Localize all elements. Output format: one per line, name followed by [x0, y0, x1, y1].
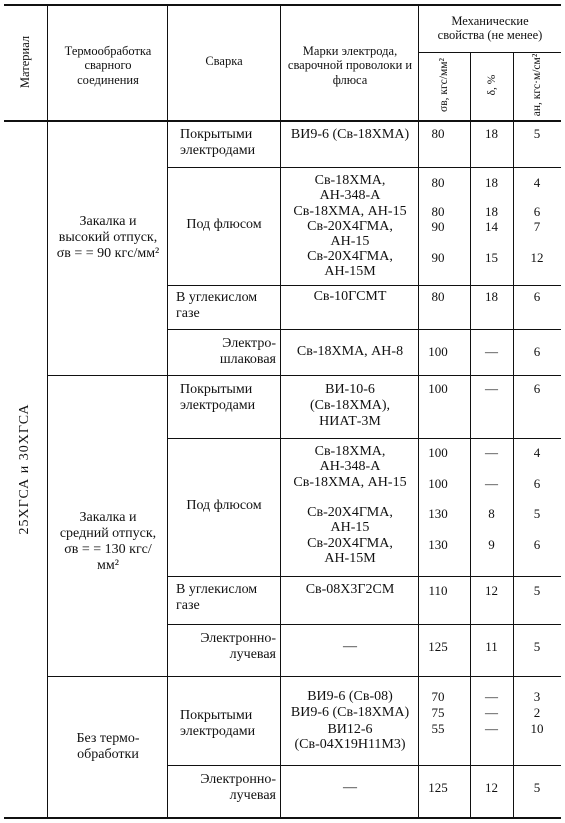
col-line: [280, 4, 281, 819]
an-value: 5: [533, 639, 541, 654]
header-sigma-b: σв, кгс/мм²: [438, 58, 450, 112]
group-divider: [47, 375, 561, 376]
delta-value: —: [485, 344, 498, 359]
electrode-brand: Св-18ХМА, АН-348-А: [314, 444, 386, 475]
sigma-value: 70: [431, 689, 445, 704]
an-value: 2: [533, 705, 541, 720]
electrode-brand: Св-20Х4ГМА, АН-15: [307, 505, 393, 536]
sigma-value: 80: [431, 289, 445, 304]
sigma-value: 90: [431, 250, 445, 265]
delta-value: 18: [485, 175, 498, 190]
electrode-brand: ВИ9-6 (Св-18ХМА): [290, 127, 410, 142]
delta-value: 11: [485, 639, 498, 654]
sigma-value: 55: [431, 721, 445, 736]
electrode-brand: —: [343, 639, 357, 654]
delta-value: 18: [485, 204, 498, 219]
electrode-brand: ВИ9-6 (Св-08): [307, 689, 393, 704]
delta-value: 15: [485, 250, 498, 265]
sigma-value: 100: [428, 344, 448, 359]
heat-treatment-2: Закалка и средний отпуск, σв = = 130 кгс/мм²: [59, 510, 157, 574]
header-mech-props: Механические свойства (не менее): [437, 14, 543, 43]
an-value: 12: [530, 250, 544, 265]
header-delta: δ, %: [486, 74, 498, 96]
delta-value: —: [485, 445, 498, 460]
an-value: 5: [533, 583, 541, 598]
an-value: 6: [533, 381, 541, 396]
table-top-border: [4, 4, 561, 6]
electrode-brand: Св-20Х4ГМА, АН-15: [307, 219, 393, 250]
an-value: 7: [533, 219, 541, 234]
delta-value: 14: [485, 219, 498, 234]
delta-value: —: [485, 721, 498, 736]
heat-treatment-1: Закалка и высокий отпуск, σв = = 90 кгс/мм²: [56, 214, 160, 262]
header-welding: Сварка: [205, 54, 243, 68]
delta-value: —: [485, 705, 498, 720]
an-value: 6: [533, 476, 541, 491]
an-value: 6: [533, 204, 541, 219]
electrode-brand: Св-20Х4ГМА, АН-15М: [307, 249, 393, 280]
row-divider: [167, 329, 561, 330]
delta-value: 8: [488, 506, 495, 521]
weld-type: Покрытыми электродами: [180, 708, 256, 740]
delta-value: 9: [488, 537, 495, 552]
delta-value: 18: [485, 289, 498, 304]
weld-type: Электронно-лучевая: [200, 631, 276, 663]
heat-treatment-3: Без термо-обработки: [76, 731, 140, 763]
row-divider: [167, 167, 561, 168]
weld-type: Под флюсом: [186, 217, 262, 232]
electrode-brand: Св-18ХМА, АН-15: [293, 204, 407, 219]
row-divider: [167, 438, 561, 439]
electrode-brand: Св-08Х3Г2СМ: [305, 582, 395, 597]
electrode-brand: Св-18ХМА, АН-348-А: [314, 173, 386, 204]
sigma-value: 125: [428, 639, 448, 654]
delta-value: 12: [485, 780, 498, 795]
an-value: 3: [533, 689, 541, 704]
delta-value: —: [485, 476, 498, 491]
row-divider: [167, 765, 561, 766]
weld-type: Покрытыми электродами: [180, 382, 256, 414]
sigma-value: 110: [428, 583, 448, 598]
sigma-value: 130: [428, 537, 448, 552]
sigma-value: 100: [428, 381, 448, 396]
sigma-value: 125: [428, 780, 448, 795]
header-bottom-line: [4, 120, 561, 122]
weld-type: В углекислом газе: [176, 290, 258, 322]
an-value: 6: [533, 344, 541, 359]
an-value: 6: [533, 537, 541, 552]
material-label: 25ХГСА и 30ХГСА: [17, 403, 32, 535]
weld-type: Покрытыми электродами: [180, 127, 256, 159]
header-heat-treatment: Термообработка сварного соединения: [64, 44, 152, 87]
row-divider: [167, 624, 561, 625]
col-line: [167, 4, 168, 819]
header-electrode-brands: Марки электрода, сварочной проволоки и флюса: [287, 44, 413, 87]
header-material: Материал: [18, 35, 32, 89]
an-value: 10: [530, 721, 544, 736]
delta-value: 12: [485, 583, 498, 598]
sigma-value: 80: [431, 175, 445, 190]
delta-value: 18: [485, 126, 498, 141]
an-value: 6: [533, 289, 541, 304]
delta-value: —: [485, 689, 498, 704]
an-value: 4: [533, 175, 541, 190]
electrode-brand: Св-18ХМА, АН-15: [293, 475, 407, 490]
electrode-brand: ВИ9-6 (Св-18ХМА): [290, 705, 410, 720]
electrode-brand: Св-10ГСМТ: [313, 289, 387, 304]
electrode-brand: —: [343, 780, 357, 795]
row-divider: [167, 285, 561, 286]
table-bottom-border: [4, 817, 561, 819]
delta-value: —: [485, 381, 498, 396]
sigma-value: 100: [428, 476, 448, 491]
an-value: 4: [533, 445, 541, 460]
weld-type: Под флюсом: [186, 498, 262, 513]
group-divider: [47, 676, 561, 677]
electrode-brand: Св-20Х4ГМА, АН-15М: [307, 536, 393, 567]
col-line: [47, 4, 48, 819]
weld-type: Электронно-лучевая: [200, 772, 276, 804]
an-value: 5: [533, 126, 541, 141]
weld-type: В углекислом газе: [176, 582, 258, 614]
header-a-n: aн, кгс·м/см²: [531, 53, 543, 117]
sigma-value: 100: [428, 445, 448, 460]
electrode-brand: Св-18ХМА, АН-8: [296, 344, 404, 359]
sigma-value: 90: [431, 219, 445, 234]
electrode-brand: ВИ12-6 (Св-04Х19Н11М3): [294, 722, 406, 753]
weld-type: Электро-шлаковая: [219, 336, 276, 368]
sigma-value: 80: [431, 126, 445, 141]
an-value: 5: [533, 506, 541, 521]
row-divider: [167, 576, 561, 577]
sigma-value: 80: [431, 204, 445, 219]
electrode-brand: ВИ-10-6 (Св-18ХМА), НИАТ-3М: [309, 382, 391, 430]
sigma-value: 130: [428, 506, 448, 521]
sigma-value: 75: [431, 705, 445, 720]
an-value: 5: [533, 780, 541, 795]
